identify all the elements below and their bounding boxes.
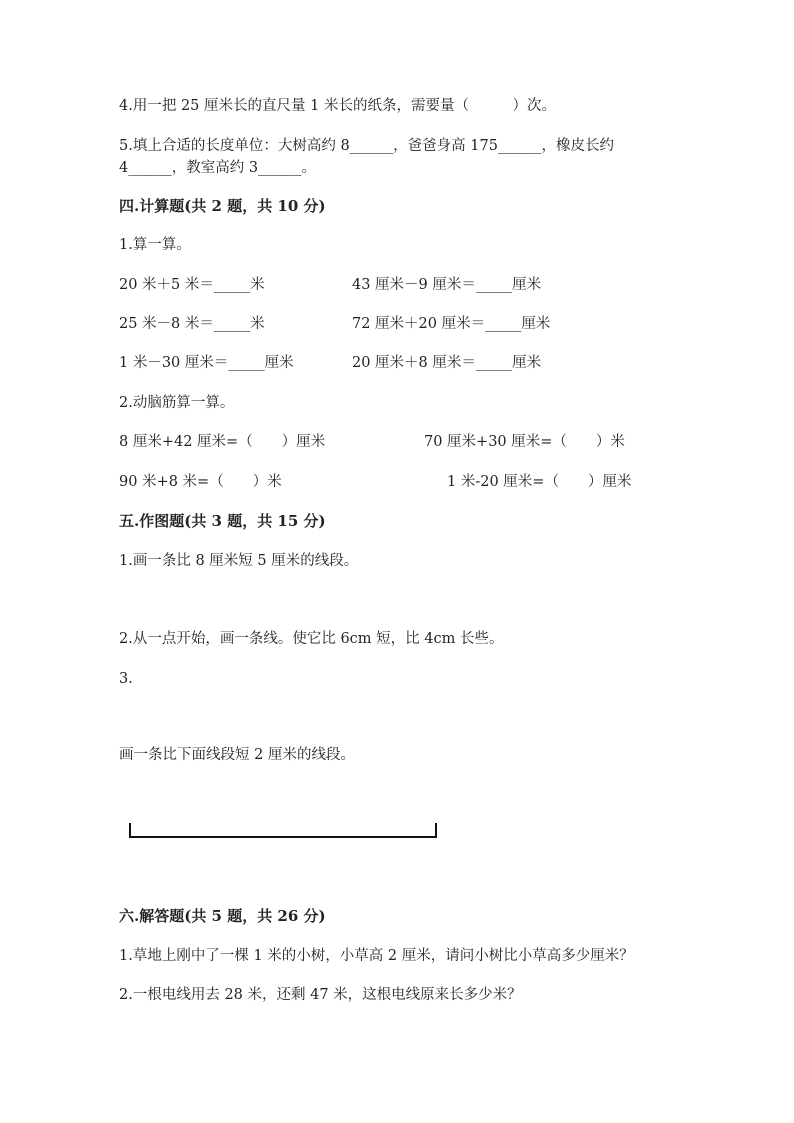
calc-item: 72 厘米＋20 厘米＝_____厘米 <box>352 316 551 332</box>
calc-item: 43 厘米－9 厘米＝_____厘米 <box>352 277 542 293</box>
segment-right-tick <box>435 823 437 838</box>
calc-item: 70 厘米+30 厘米=（ ）米 <box>424 434 625 450</box>
s6-question-1: 1.草地上刚中了一棵 1 米的小树，小草高 2 厘米，请问小树比小草高多少厘米？ <box>119 948 634 964</box>
calc-item: 1 米-20 厘米=（ ）厘米 <box>447 474 632 490</box>
question-4: 4.用一把 25 厘米长的直尺量 1 米长的纸条，需要量（ ）次。 <box>119 98 556 114</box>
reference-line-segment <box>129 823 439 839</box>
calc-item: 8 厘米+42 厘米=（ ）厘米 <box>119 434 326 450</box>
calc-item: 90 米+8 米=（ ）米 <box>119 474 282 490</box>
section-5-title: 五.作图题(共 3 题，共 15 分) <box>119 512 326 530</box>
s4-question-2-title: 2.动脑筋算一算。 <box>119 395 235 411</box>
calc-item: 20 厘米＋8 厘米＝_____厘米 <box>352 355 542 371</box>
calc-item: 25 米－8 米＝_____米 <box>119 316 265 332</box>
calc-item: 1 米－30 厘米＝_____厘米 <box>119 355 294 371</box>
section-4-title: 四.计算题(共 2 题，共 10 分) <box>119 197 326 215</box>
s5-question-1: 1.画一条比 8 厘米短 5 厘米的线段。 <box>119 553 359 569</box>
s4-question-1-title: 1.算一算。 <box>119 237 191 253</box>
question-5-line-2: 4______，教室高约 3______。 <box>119 160 317 176</box>
s6-question-2: 2.一根电线用去 28 米，还剩 47 米，这根电线原来长多少米？ <box>119 987 522 1003</box>
section-6-title: 六.解答题(共 5 题，共 26 分) <box>119 907 326 925</box>
segment-line <box>129 836 437 838</box>
s5-question-3-text: 画一条比下面线段短 2 厘米的线段。 <box>119 747 355 763</box>
calc-item: 20 米＋5 米＝_____米 <box>119 277 265 293</box>
question-5-line-1: 5.填上合适的长度单位：大树高约 8______，爸爸身高 175______，橡皮长约 <box>119 138 614 154</box>
s5-question-2: 2.从一点开始，画一条线。使它比 6cm 短，比 4cm 长些。 <box>119 631 504 647</box>
s5-question-3-number: 3. <box>119 671 133 687</box>
